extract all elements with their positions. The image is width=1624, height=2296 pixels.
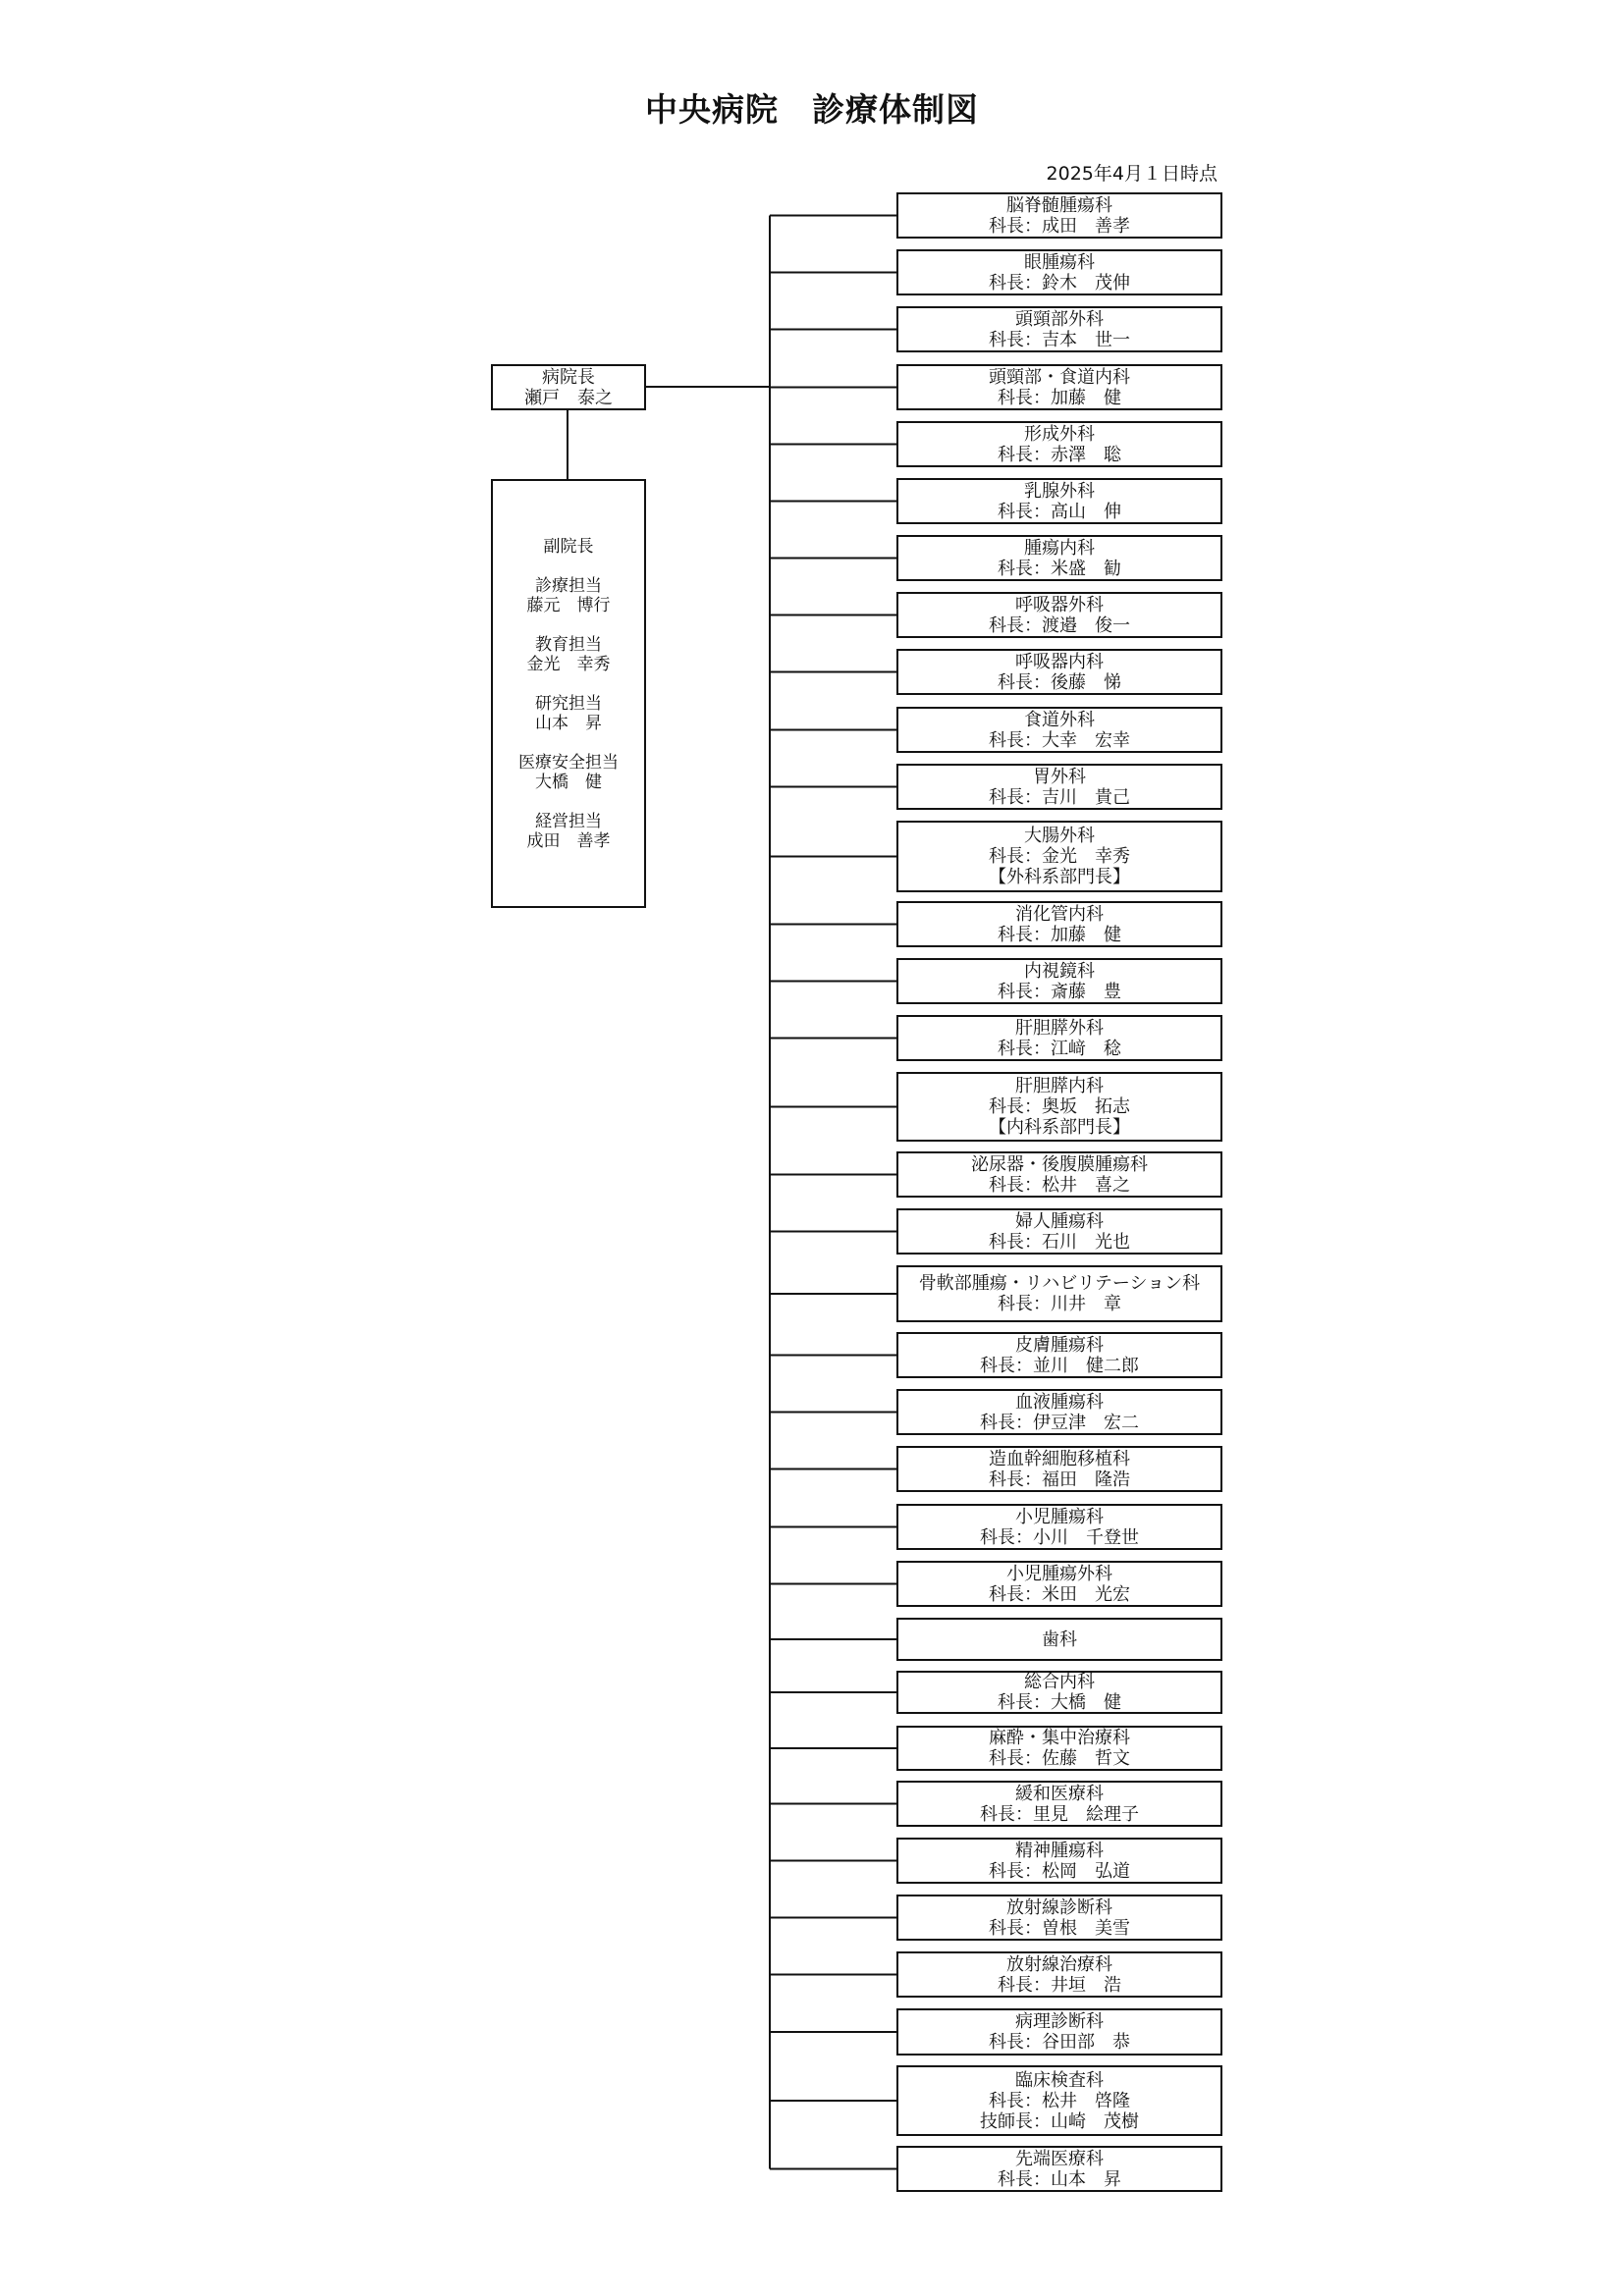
department-box bbox=[896, 1561, 1222, 1607]
vice-member bbox=[527, 635, 611, 674]
department-staff: 科長：小川 千登世 bbox=[980, 1526, 1139, 1548]
department-box bbox=[896, 1072, 1222, 1142]
department-box bbox=[896, 1015, 1222, 1061]
department-name: 婦人腫瘍科 bbox=[1015, 1210, 1104, 1232]
department-box bbox=[896, 1332, 1222, 1378]
department-name: 放射線治療科 bbox=[1006, 1953, 1112, 1975]
department-box bbox=[896, 958, 1222, 1004]
department-box bbox=[896, 649, 1222, 695]
department-box bbox=[896, 592, 1222, 638]
department-name: 小児腫瘍外科 bbox=[1006, 1563, 1112, 1584]
department-name: 乳腺外科 bbox=[1024, 480, 1095, 502]
department-box bbox=[896, 364, 1222, 410]
department-box bbox=[896, 821, 1222, 892]
department-name: 麻酔・集中治療科 bbox=[989, 1728, 1130, 1748]
department-name: 大腸外科 bbox=[1024, 826, 1095, 846]
department-staff: 科長：渡邉 俊一 bbox=[989, 614, 1130, 636]
department-staff: 科長：曽根 美雪 bbox=[989, 1917, 1130, 1939]
department-staff: 科長：後藤 悌 bbox=[998, 671, 1121, 693]
department-name: 病理診断科 bbox=[1015, 2011, 1104, 2032]
department-staff: 科長：佐藤 哲文 bbox=[989, 1748, 1130, 1769]
vice-member-role: 教育担当 bbox=[535, 634, 602, 655]
department-staff: 科長：鈴木 茂伸 bbox=[989, 272, 1130, 294]
department-box bbox=[896, 1726, 1222, 1771]
department-name: 精神腫瘍科 bbox=[1015, 1840, 1104, 1861]
department-name: 食道外科 bbox=[1024, 709, 1095, 730]
department-name: 骨軟部腫瘍・リハビリテーション科 bbox=[918, 1273, 1201, 1294]
department-box bbox=[896, 249, 1222, 295]
department-box bbox=[896, 535, 1222, 581]
department-box bbox=[896, 707, 1222, 753]
department-box bbox=[896, 1895, 1222, 1941]
vice-director-box bbox=[491, 479, 646, 908]
department-name: 内視鏡科 bbox=[1024, 960, 1095, 982]
vice-member-name: 成田 善孝 bbox=[526, 830, 611, 851]
department-staff: 科長：江﨑 稔 bbox=[998, 1038, 1121, 1059]
department-name: 消化管内科 bbox=[1015, 903, 1104, 925]
vice-member-role: 研究担当 bbox=[535, 693, 602, 714]
department-box bbox=[896, 2065, 1222, 2136]
department-staff: 科長：福田 隆浩 bbox=[989, 1468, 1130, 1490]
department-staff: 【内科系部門長】 bbox=[989, 1117, 1130, 1138]
director-role: 病院長 bbox=[542, 366, 595, 388]
department-staff: 科長：並川 健二郎 bbox=[980, 1355, 1139, 1376]
department-box bbox=[896, 192, 1222, 239]
department-name: 先端医療科 bbox=[1015, 2148, 1104, 2169]
department-staff: 科長：大橋 健 bbox=[998, 1692, 1121, 1713]
page-title: 中央病院 診療体制図 bbox=[645, 90, 979, 129]
department-staff: 科長：川井 章 bbox=[998, 1294, 1121, 1314]
department-name: 総合内科 bbox=[1024, 1672, 1095, 1692]
department-name: 眼腫瘍科 bbox=[1024, 251, 1095, 273]
department-staff: 技師長：山崎 茂樹 bbox=[980, 2110, 1139, 2132]
department-name: 泌尿器・後腹膜腫瘍科 bbox=[971, 1153, 1148, 1175]
vice-member-role: 経営担当 bbox=[535, 811, 602, 831]
department-box bbox=[896, 1208, 1222, 1255]
department-box bbox=[896, 1389, 1222, 1435]
as-of-date: 2025年4月１日時点 bbox=[1046, 163, 1218, 185]
vice-member bbox=[527, 812, 611, 851]
department-staff: 科長：成田 善孝 bbox=[989, 215, 1130, 237]
department-staff: 科長：金光 幸秀 bbox=[989, 846, 1130, 867]
department-staff: 科長：赤澤 聡 bbox=[998, 444, 1121, 465]
department-staff: 科長：井垣 浩 bbox=[998, 1974, 1121, 1996]
vice-member-role: 医療安全担当 bbox=[518, 752, 619, 773]
department-box bbox=[896, 306, 1222, 352]
vice-member-name: 山本 昇 bbox=[535, 713, 602, 733]
department-name: 腫瘍内科 bbox=[1024, 537, 1095, 559]
vice-member bbox=[535, 694, 602, 733]
department-box bbox=[896, 478, 1222, 524]
department-box bbox=[896, 1838, 1222, 1884]
department-staff: 科長：谷田部 恭 bbox=[989, 2032, 1130, 2053]
department-staff: 科長：吉本 世一 bbox=[989, 329, 1130, 350]
department-name: 脳脊髄腫瘍科 bbox=[1006, 194, 1112, 216]
department-box bbox=[896, 1951, 1222, 1998]
department-name: 頭頸部外科 bbox=[1015, 308, 1104, 330]
department-staff: 科長：斎藤 豊 bbox=[998, 981, 1121, 1002]
department-box bbox=[896, 2146, 1222, 2192]
department-name: 臨床検査科 bbox=[1015, 2069, 1104, 2091]
department-staff: 科長：奥坂 拓志 bbox=[989, 1096, 1130, 1117]
department-box bbox=[896, 1618, 1222, 1661]
department-box bbox=[896, 1781, 1222, 1827]
department-staff: 科長：大幸 宏幸 bbox=[989, 729, 1130, 751]
department-staff: 科長：伊豆津 宏二 bbox=[980, 1412, 1139, 1433]
department-box bbox=[896, 421, 1222, 467]
department-box bbox=[896, 1446, 1222, 1492]
department-name: 緩和医療科 bbox=[1015, 1783, 1104, 1804]
vice-member bbox=[518, 753, 619, 792]
department-name: 胃外科 bbox=[1033, 766, 1086, 787]
department-staff: 科長：里見 絵理子 bbox=[980, 1803, 1139, 1825]
department-staff: 科長：松井 喜之 bbox=[989, 1174, 1130, 1196]
department-name: 肝胆膵内科 bbox=[1015, 1076, 1104, 1096]
department-staff: 科長：加藤 健 bbox=[998, 387, 1121, 408]
department-name: 形成外科 bbox=[1024, 423, 1095, 445]
department-staff: 【外科系部門長】 bbox=[989, 867, 1130, 887]
vice-member-name: 大橋 健 bbox=[535, 772, 602, 792]
vice-member-name: 藤元 博行 bbox=[526, 595, 611, 615]
department-staff: 科長：高山 伸 bbox=[998, 501, 1121, 522]
department-box bbox=[896, 1265, 1222, 1322]
department-name: 歯科 bbox=[1042, 1629, 1077, 1650]
department-staff: 科長：山本 昇 bbox=[998, 2168, 1121, 2190]
department-box bbox=[896, 1671, 1222, 1714]
department-staff: 科長：米盛 勧 bbox=[998, 558, 1121, 579]
department-box bbox=[896, 901, 1222, 947]
department-name: 小児腫瘍科 bbox=[1015, 1506, 1104, 1527]
department-staff: 科長：松井 啓隆 bbox=[989, 2090, 1130, 2111]
department-name: 造血幹細胞移植科 bbox=[989, 1448, 1130, 1469]
department-box bbox=[896, 1151, 1222, 1198]
department-name: 血液腫瘍科 bbox=[1015, 1391, 1104, 1413]
department-name: 呼吸器外科 bbox=[1015, 594, 1104, 615]
department-staff: 科長：吉川 貴己 bbox=[989, 786, 1130, 808]
vice-member bbox=[527, 576, 611, 615]
department-name: 放射線診断科 bbox=[1006, 1896, 1112, 1918]
department-name: 皮膚腫瘍科 bbox=[1015, 1334, 1104, 1356]
department-name: 肝胆膵外科 bbox=[1015, 1017, 1104, 1039]
department-box bbox=[896, 2008, 1222, 2056]
department-box bbox=[896, 1504, 1222, 1550]
department-name: 呼吸器内科 bbox=[1015, 651, 1104, 672]
department-box bbox=[896, 764, 1222, 810]
department-staff: 科長：松岡 弘道 bbox=[989, 1860, 1130, 1882]
department-staff: 科長：加藤 健 bbox=[998, 924, 1121, 945]
department-name: 頭頸部・食道内科 bbox=[989, 366, 1130, 388]
vice-director-title: 副院長 bbox=[543, 536, 594, 557]
vice-member-role: 診療担当 bbox=[535, 575, 602, 596]
department-staff: 科長：石川 光也 bbox=[989, 1231, 1130, 1253]
department-staff: 科長：米田 光宏 bbox=[989, 1583, 1130, 1605]
vice-member-name: 金光 幸秀 bbox=[526, 654, 611, 674]
director-box bbox=[491, 364, 646, 410]
director-name: 瀬戸 泰之 bbox=[524, 387, 613, 408]
